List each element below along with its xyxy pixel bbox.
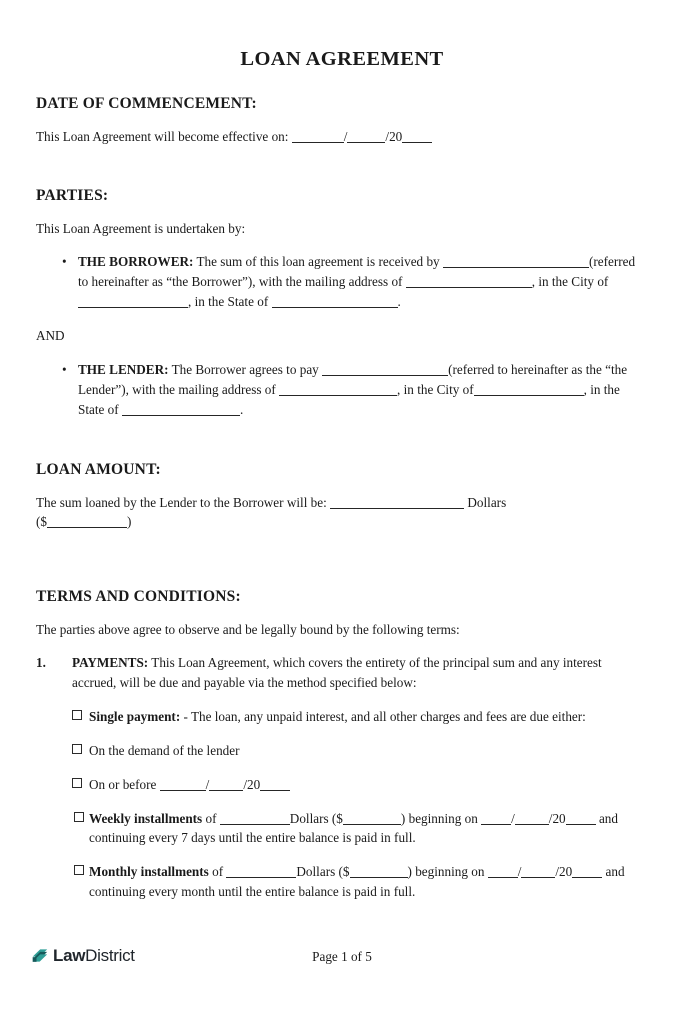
monthly-day-blank[interactable] [521,865,555,879]
lender-text-1: The Borrower agrees to pay [171,362,319,378]
option-on-demand-text: On the demand of the lender [89,743,240,759]
clause-1-label: PAYMENTS: [72,655,149,671]
option-weekly-label: Weekly installments [89,810,203,826]
commencement-day-blank[interactable] [347,129,385,143]
commencement-date-sep-2: /20 [385,129,403,144]
weekly-sep-1: / [511,810,515,826]
option-on-or-before[interactable] [36,775,648,795]
weekly-amount-figure-blank[interactable] [343,811,401,825]
option-monthly-text-1: of [212,864,224,880]
weekly-month-blank[interactable] [481,811,511,825]
lender-address-blank[interactable] [279,383,397,397]
bullet-icon: • [62,254,67,270]
party-lender [36,360,648,420]
parties-intro: This Loan Agreement is undertaken by: [36,220,246,236]
lender-name-blank[interactable] [322,363,448,377]
loan-amount-line [36,493,648,532]
option-weekly-text-1: of [205,810,217,826]
option-weekly-text-3: ) beginning on [400,810,478,826]
borrower-state-blank[interactable] [272,295,398,309]
section-heading-parties: PARTIES: [36,186,109,204]
loan-amount-text-4: ) [127,514,132,530]
option-monthly-text-2: Dollars ($ [296,864,350,880]
checkbox-icon[interactable] [72,744,82,754]
parties-and-connector: AND [36,328,65,344]
option-weekly-installments[interactable] [36,809,648,849]
option-monthly-installments[interactable] [36,862,648,902]
clause-1-number: 1. [36,655,46,671]
lender-label: THE LENDER: [78,362,169,378]
borrower-label: THE BORROWER: [78,254,194,270]
monthly-sep-2: /20 [555,864,573,880]
on-or-before-month-blank[interactable] [160,777,206,791]
checkbox-icon[interactable] [72,710,82,720]
loan-amount-text-2: Dollars [467,494,507,510]
option-single-payment-text: - The loan, any unpaid interest, and all other charges and fees are due either: [183,709,586,725]
checkbox-icon[interactable] [72,778,82,788]
borrower-text-1: The sum of this loan agreement is received by [196,254,440,270]
on-or-before-sep-2: /20 [243,776,261,792]
lender-text-3: , in the City of [397,382,474,398]
loan-amount-figure-blank[interactable] [47,515,127,529]
option-monthly-label: Monthly installments [89,864,209,880]
section-heading-loan-amount: LOAN AMOUNT: [36,460,161,478]
weekly-year-blank[interactable] [566,811,596,825]
lender-text-4: , [583,382,587,398]
loan-amount-text-1: The sum loaned by the Lender to the Borrower will be: [36,494,327,510]
weekly-sep-2: /20 [548,810,566,826]
on-or-before-sep-1: / [205,776,210,792]
clause-1-text: This Loan Agreement, which covers the entirety of the principal sum and any interest accrued, will be due and payable via the method specified below: [72,655,602,691]
weekly-day-blank[interactable] [515,811,549,825]
commencement-month-blank[interactable] [292,129,344,143]
weekly-amount-words-blank[interactable] [220,811,290,825]
commencement-year-blank[interactable] [402,129,432,143]
page-title: LOAN AGREEMENT [240,48,444,70]
bullet-icon: • [62,362,67,378]
option-weekly-text-2: Dollars ($ [289,810,343,826]
monthly-sep-1: / [517,864,522,880]
on-or-before-day-blank[interactable] [209,777,243,791]
commencement-effective-date-line [36,127,648,147]
monthly-amount-figure-blank[interactable] [350,865,408,879]
monthly-month-blank[interactable] [488,865,518,879]
option-monthly-text-4: and continuing every month until the entire balance is paid in full. [89,864,625,899]
borrower-text-4: , in the State of [188,294,269,310]
monthly-year-blank[interactable] [572,865,602,879]
on-or-before-year-blank[interactable] [260,777,290,791]
terms-intro: The parties above agree to observe and be legally bound by the following terms: [36,621,460,637]
lender-state-blank[interactable] [122,403,240,417]
option-single-payment[interactable] [36,707,648,727]
brand-district: District [85,945,135,965]
option-on-or-before-text: On or before [89,776,157,792]
brand-law: Law [53,945,86,965]
clause-1-payments [36,653,648,693]
checkbox-icon[interactable] [74,812,84,822]
option-single-payment-label: Single payment: [89,709,181,725]
checkbox-icon[interactable] [74,865,84,875]
borrower-text-3: , in the City of [531,274,609,290]
page-footer [0,934,684,968]
party-borrower [36,252,648,312]
borrower-text-5: . [397,294,401,310]
lender-text-2: (referred to hereinafter as the “the Lender”), with the mailing address of [78,362,628,398]
borrower-text-2: (referred to hereinafter as “the Borrower”), with the mailing address of [78,254,636,290]
option-monthly-text-3: ) beginning on [407,864,485,880]
loan-amount-text-3: ($ [36,514,47,530]
section-heading-date-of-commencement: DATE OF COMMENCEMENT: [36,95,257,112]
loan-amount-words-blank[interactable] [330,495,464,509]
lender-text-5: in the State of [78,382,620,418]
borrower-name-blank[interactable] [443,255,589,269]
option-on-demand[interactable] [36,741,648,761]
commencement-line-prefix: This Loan Agreement will become effective on: [36,129,289,144]
borrower-address-blank[interactable] [406,275,532,289]
section-heading-terms-and-conditions: TERMS AND CONDITIONS: [36,587,241,605]
page-number: Page 1 of 5 [312,949,372,964]
borrower-city-blank[interactable] [78,295,188,309]
commencement-date-sep-1: / [343,129,348,144]
lender-text-6: . [239,402,244,418]
option-weekly-text-4: and continuing every 7 days until the entire balance is paid in full. [89,810,618,846]
lender-city-blank[interactable] [474,383,584,397]
monthly-amount-words-blank[interactable] [226,865,296,879]
